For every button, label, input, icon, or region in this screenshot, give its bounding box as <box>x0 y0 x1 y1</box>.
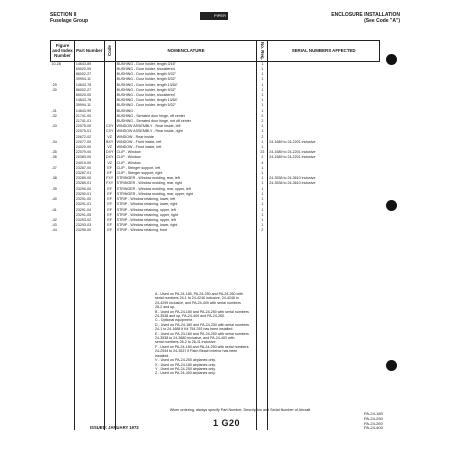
no-req-cell: 1 <box>257 145 268 150</box>
legend-line: C - Optional equipment. <box>155 318 193 323</box>
legend-line: serial numbers 24-1 to 24-4246 inclusive, 24-4248 to <box>155 296 239 301</box>
no-req-cell: 1 <box>257 129 268 134</box>
code-cell: EF <box>104 166 115 171</box>
fig-index-cell: -44 <box>51 228 75 233</box>
col-code <box>104 41 115 62</box>
no-req-cell: 1 <box>257 83 268 88</box>
part-number-cell: 65020-00 <box>74 67 104 72</box>
no-req-cell: 1 <box>257 171 268 176</box>
nomenclature-cell: STRINGER - Window molding, rear, right <box>115 181 257 186</box>
serial-cell: 24-3538 to 24-3610 inclusive <box>269 176 316 181</box>
no-req-cell: 1 <box>257 140 268 145</box>
legend-line: serial numbers 26-2 to 26-11 inclusive. <box>155 340 217 345</box>
no-req-cell: 1 <box>257 208 268 213</box>
code-cell: EF <box>104 171 115 176</box>
no-req-cell: 23 <box>257 150 268 155</box>
spacer-cell <box>51 234 75 430</box>
nomenclature-cell: BUSHING <box>115 109 257 114</box>
nomenclature-cell: WINDOW - Front inside, left <box>115 140 257 145</box>
nomenclature-cell: BUSHING - Door holder, length 9/32" <box>115 88 257 93</box>
code-cell: EF <box>104 192 115 197</box>
binder-hole-icon <box>386 54 397 65</box>
fig-index-cell: -31 <box>51 109 75 114</box>
legend-line: V - Used on PA-24-250 airplanes only. <box>155 358 216 363</box>
no-req-cell: 1 <box>257 103 268 108</box>
no-req-cell: 1 <box>257 181 268 186</box>
legend-line: 24-2944 to 24-3537 if Palm Beach interior has been <box>155 349 238 354</box>
nomenclature-cell: CLIP - Window <box>115 155 257 160</box>
code-cell: CXY <box>105 129 114 134</box>
col-no-req <box>257 41 268 62</box>
part-number-cell: 86002-27 <box>74 88 104 93</box>
serial-cell: 24-1689 to 24-2201 inclusive <box>269 150 316 155</box>
nomenclature-cell: STRIP - Window retaining, lower, right <box>115 223 257 228</box>
nomenclature-cell: BUSHING - Serrated door hinge, not off center <box>115 119 257 124</box>
no-req-cell: 1 <box>257 98 268 103</box>
fig-index-cell: -35 <box>51 150 75 155</box>
header-title <box>331 12 400 24</box>
legend-line: X - Used on PA-24-180 airplanes only. <box>155 362 216 367</box>
spacer-cell <box>74 234 104 430</box>
fig-index-cell: -41 <box>51 208 75 213</box>
code-cell: EF <box>104 228 115 233</box>
part-number-cell: 23289-01 <box>74 181 104 186</box>
fig-index-cell: -34 <box>51 140 75 145</box>
no-req-cell: 1 <box>257 93 268 98</box>
part-number-cell: 23291-00 <box>74 197 104 202</box>
col-no-req-label: No. Req. <box>259 42 265 60</box>
part-number-cell: 65020-00 <box>74 93 104 98</box>
code-cell: EF <box>104 213 115 218</box>
nomenclature-cell: BUSHING - Door holder, shouldered <box>115 67 257 72</box>
nomenclature-cell: STRIP - Window retaining, upper, left <box>115 208 257 213</box>
code-cell: FXY <box>106 176 114 181</box>
no-req-cell: 1 <box>257 124 268 129</box>
nomenclature-cell: STRIP - Window retaining, lower, left <box>115 197 257 202</box>
part-number-cell: 23291-05 <box>74 213 104 218</box>
no-req-cell: 1 <box>257 176 268 181</box>
nomenclature-cell: CLIP - Window <box>115 150 257 155</box>
no-req-cell: 2 <box>257 119 268 124</box>
nomenclature-cell: WINDOW - Rear inside <box>115 135 257 140</box>
part-number-cell: 14643-78 <box>74 83 104 88</box>
part-number-cell: 21741-01 <box>74 119 104 124</box>
part-number-cell: 23287-00 <box>74 166 104 171</box>
code-cell: FXY <box>106 181 114 186</box>
col-serial-numbers: SERIAL NUMBERS AFFECTED <box>268 41 380 62</box>
legend-line: 24-3538 to 24-3680 inclusive, and PA-24-400 with <box>155 336 235 341</box>
part-number-cell: 21741-00 <box>74 114 104 119</box>
part-number-cell: 23290-00 <box>74 187 104 192</box>
part-number-cell: 14643-99 <box>74 109 104 114</box>
nomenclature-cell: STRINGER - Window molding, rear, left <box>115 176 257 181</box>
fig-index-cell: -30 <box>51 88 75 93</box>
part-number-cell: 86002-27 <box>74 72 104 77</box>
part-number-cell: 20672-02 <box>74 135 104 140</box>
col-code-label: Code <box>107 45 113 57</box>
part-number-cell: 23295-00 <box>74 228 104 233</box>
part-number-cell: 23291-04 <box>74 208 104 213</box>
nomenclature-cell: STRIP - Window retaining, lower, right <box>115 202 257 207</box>
part-number-cell: 14643-89 <box>74 61 104 67</box>
nomenclature-cell: WINDOW ASSEMBLY - Rear inside, right <box>115 129 257 134</box>
no-req-cell: 2 <box>257 135 268 140</box>
serial-cell: 24-3538 to 24-3610 inclusive <box>269 181 316 186</box>
nomenclature-cell: STRIP - Window retaining, upper, left <box>115 218 257 223</box>
part-number-cell: 23289-00 <box>74 176 104 181</box>
legend-line: A - Used on PA-24-180, PA-24-250 and PA-24-260 with <box>155 292 243 296</box>
ordering-footnote: When ordering, always specify Part Number, Description and Serial Number of Aircraft <box>169 408 311 412</box>
fig-index-cell: -38 <box>51 176 75 181</box>
fig-index-cell: -29 <box>51 83 75 88</box>
code-cell: DXY <box>105 150 114 155</box>
nomenclature-cell: WINDOW - Front inside, left <box>115 145 257 150</box>
fig-index-cell: -43 <box>51 223 75 228</box>
fig-index-cell: -40 <box>51 197 75 202</box>
fig-index-cell: 10-28 <box>51 61 75 67</box>
code-cell: VZ <box>104 145 115 150</box>
nomenclature-cell: STRIP - Window retaining, upper, right <box>115 213 257 218</box>
no-req-cell: 1 <box>257 166 268 171</box>
header-section <box>50 12 88 24</box>
issue-date: ISSUED: JANUARY 1973 <box>90 425 139 430</box>
legend-line: 24-1 to 24-1688 if Kit 754 293 has been installed. <box>155 327 234 332</box>
part-number-cell: 39994-11 <box>74 103 104 108</box>
no-req-cell: 1 <box>257 187 268 192</box>
group-label: Fuselage Group <box>50 18 89 24</box>
no-req-cell: 1 <box>257 197 268 202</box>
legend-line: F - Used on PA-24-180 and PA-24-250 with serial numbers <box>155 344 249 349</box>
legend-line: 24-4299 inclusive, and PA-24-400 with serial numbers <box>155 300 241 305</box>
nomenclature-cell: WINDOW ASSEMBLY - Rear inside, left <box>115 124 257 129</box>
spacer-cell <box>104 234 115 430</box>
code-cell: BXY <box>106 139 114 144</box>
legend-line: E - Used on PA-24-180 and PA-24-250 with serial numbers <box>155 331 249 336</box>
fig-index-cell: -36 <box>51 155 75 160</box>
nomenclature-cell: CLIP - Stringer support, left <box>115 166 257 171</box>
legend-line: Z - Used on PA-24-400 airplanes only. <box>155 371 216 376</box>
nomenclature-cell: BUSHING - Door holder, length 5/32" <box>115 103 257 108</box>
model-item: PA-24-260 <box>364 420 383 426</box>
page-number: 1 G20 <box>213 418 241 428</box>
fig-index-cell: -37 <box>51 166 75 171</box>
part-number-cell: 22079-00 <box>74 150 104 155</box>
table-header-row <box>51 41 380 62</box>
part-number-cell: 20383-00 <box>74 155 104 160</box>
model-item: PA-24-400 <box>364 425 383 431</box>
no-req-cell: 1 <box>257 77 268 82</box>
no-req-cell: 1 <box>257 218 268 223</box>
nomenclature-cell: CLIP - Window <box>115 161 257 166</box>
nomenclature-cell: BUSHING - Door holder, shouldered <box>115 93 257 98</box>
part-number-cell: 23293-03 <box>74 223 104 228</box>
no-req-cell: 1 <box>257 72 268 77</box>
nomenclature-cell: STRIP - Window retaining, front <box>115 228 257 233</box>
part-number-cell: 22077-00 <box>74 140 104 145</box>
model-item: PA-24-250 <box>364 415 383 421</box>
model-item: PA-24-180 <box>364 411 383 416</box>
no-req-cell: 1 <box>257 88 268 93</box>
no-req-cell: 2 <box>257 228 268 233</box>
page-subtitle: (See Code "A") <box>364 18 400 24</box>
code-cell: CXY <box>105 124 114 129</box>
no-req-cell: 1 <box>257 223 268 228</box>
legend-line: D - Used on PA-24-180 and PA-24-250 with serial numbers <box>155 322 249 327</box>
page-title: ENCLOSURE INSTALLATION <box>331 12 400 18</box>
nomenclature-cell: BUSHING - Door holder, length 13/64" <box>115 83 257 88</box>
binder-hole-icon <box>386 200 397 211</box>
no-req-cell: 1 <box>257 61 268 67</box>
nomenclature-cell: STRINGER - Window molding, rear, upper, right <box>115 192 257 197</box>
part-number-cell: 23291-01 <box>74 202 104 207</box>
fig-index-cell: -42 <box>51 218 75 223</box>
no-req-cell: 1 <box>257 67 268 72</box>
no-req-cell: 1 <box>257 192 268 197</box>
legend-line: 24-3538 and up, PA-24-400 and PA-24-260. <box>155 314 225 319</box>
legend-line: 26-2 and up. <box>155 305 176 310</box>
part-number-cell: 24019-00 <box>74 161 104 166</box>
code-cell: VZ <box>104 161 115 166</box>
piper-logo <box>200 12 228 20</box>
no-req-cell: 4 <box>257 161 268 166</box>
code-cell: EF <box>104 187 115 192</box>
part-number-cell: 23293-02 <box>74 218 104 223</box>
code-cell: EF <box>104 197 115 202</box>
col-nomenclature: NOMENCLATURE <box>115 41 257 62</box>
code-cell: EF <box>104 218 115 223</box>
nomenclature-cell: BUSHING - Door holder, length 5/32" <box>115 77 257 82</box>
serial-cell: 24-1689 to 24-2201 inclusive <box>269 139 316 144</box>
fig-index-cell: -39 <box>51 187 75 192</box>
nomenclature-cell: STRINGER - Window molding, rear, upper, left <box>115 187 257 192</box>
part-number-cell: 14643-78 <box>74 98 104 103</box>
code-legend <box>155 292 365 376</box>
code-cell: DXY <box>105 155 114 160</box>
fig-index-cell: -33 <box>51 124 75 129</box>
nomenclature-cell: BUSHING - Door holder, length 3/16" <box>115 61 257 67</box>
legend-line: B - Used on PA-24-180 and PA-24-250 with serial numbers <box>155 309 249 314</box>
nomenclature-cell: BUSHING - Door holder, length 9/32" <box>115 72 257 77</box>
col-part-number: Part Number <box>74 41 104 62</box>
part-number-cell: 39994-11 <box>74 77 104 82</box>
legend-line: installed. <box>155 353 170 358</box>
part-number-cell: 22075-00 <box>74 124 104 129</box>
code-cell: VZ <box>104 135 115 140</box>
no-req-cell: 1 <box>257 213 268 218</box>
col-fig-index: Figure and Index Number <box>51 41 75 62</box>
fig-index-cell: -32 <box>51 114 75 119</box>
serial-cell: 24-1689 to 24-2201 inclusive <box>269 155 316 160</box>
part-number-cell: 24020-00 <box>74 145 104 150</box>
code-cell: EF <box>104 208 115 213</box>
part-number-cell: 22075-01 <box>74 129 104 134</box>
logo-text: PIPER <box>213 13 226 18</box>
nomenclature-cell: BUSHING - Serrated door hinge, off center <box>115 114 257 119</box>
no-req-cell: 1 <box>257 109 268 114</box>
part-number-cell: 23287-01 <box>74 171 104 176</box>
model-list <box>364 412 383 431</box>
no-req-cell: 2 <box>257 114 268 119</box>
no-req-cell: 2 <box>257 155 268 160</box>
binder-hole-icon <box>386 360 397 371</box>
no-req-cell: 1 <box>257 202 268 207</box>
code-cell: EF <box>104 223 115 228</box>
code-cell: EF <box>104 202 115 207</box>
nomenclature-cell: BUSHING - Door holder, length 13/64" <box>115 98 257 103</box>
section-label: SECTION II <box>50 12 77 18</box>
part-number-cell: 23290-01 <box>74 192 104 197</box>
nomenclature-cell: CLIP - Stringer support, right <box>115 171 257 176</box>
legend-line: Y - Used on PA-24-250 airplanes only. <box>155 366 216 371</box>
